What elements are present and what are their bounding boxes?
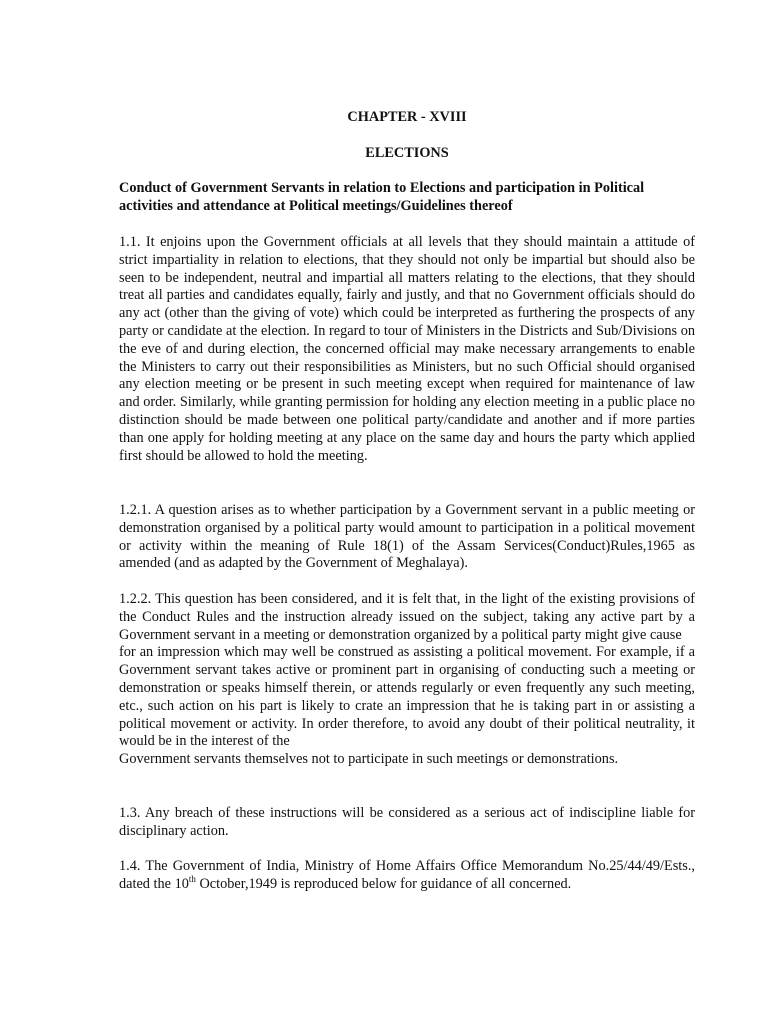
paragraph-1-4-text: 1.4. The Government of India, Ministry of Home Affairs Office Memorandum No.25/44/49/Ests., dated the 10 [119,858,695,892]
paragraph-1-4 [119,858,695,894]
paragraph-1-2-2-part-b: for an impression which may well be construed as assisting a political movement. For example, if a Government servant takes active or prominent part in organising of conducting such a meeting or demonstration or speaks himself therein, or attends regularly or even frequently any such meeting, etc., such action on his part is likely to crate an impression that he is taking part in or assisting a political movement or activity. In order therefore, to avoid any doubt of their political neutrality, it would be in the interest of the [119,644,695,750]
paragraph-1-2-2-part-a: 1.2.2. This question has been considered, and it is felt that, in the light of the existing provisions of the Conduct Rules and the instruction already issued on the subject, taking any active part by a Government servant in a meeting or demonstration organized by a political party might give cause [119,591,695,643]
section-heading: ELECTIONS [365,145,449,161]
paragraph-1-4-text-end: October,1949 is reproduced below for guidance of all concerned. [195,875,572,892]
paragraph-1-2-2 [119,591,695,769]
ordinal-suffix: th [188,873,196,884]
subject-heading: Conduct of Government Servants in relation to Elections and participation in Political activities and attendance at Political meetings/Guidelines thereof [119,180,645,214]
paragraph-1-2-2-part-c: Government servants themselves not to participate in such meetings or demonstrations. [119,751,619,768]
paragraph-1-3: 1.3. Any breach of these instructions will be considered as a serious act of indiscipline liable for disciplinary action. [119,805,695,839]
paragraph-1-2-1: 1.2.1. A question arises as to whether participation by a Government servant in a public meeting or demonstration organised by a political party would amount to participation in a political movement or activity within the meaning of Rule 18(1) of the Assam Services(Conduct)Rules,1965 as amended (and as adapted by the Government of Meghalaya). [119,502,695,572]
chapter-heading: CHAPTER - XVIII [347,109,467,125]
paragraph-1-1: 1.1. It enjoins upon the Government officials at all levels that they should maintain a attitude of strict impartiality in relation to elections, that they should not only be impartial but should also be seen to be independent, neutral and impartial all matters relating to the elections, that they should treat all parties and candidates equally, fairly and justly, and that no Government officials should do any act (other than the giving of vote) which could be interpreted as furthering the prospects of any party or candidate at the election. In regard to tour of Ministers in the Districts and Sub/Divisions on the eve of and during election, the concerned official may make necessary arrangements to enable the Ministers to carry out their responsibilities as Ministers, but no such Official should organised any election meeting or be present in such meeting except when required for maintenance of law and order. Similarly, while granting permission for holding any election meeting in a public place no distinction should be made between one political party/candidate and another and if more parties than one apply for holding meeting at any place on the same day and hours the party which applied first should be allowed to hold the meeting. [119,234,695,464]
